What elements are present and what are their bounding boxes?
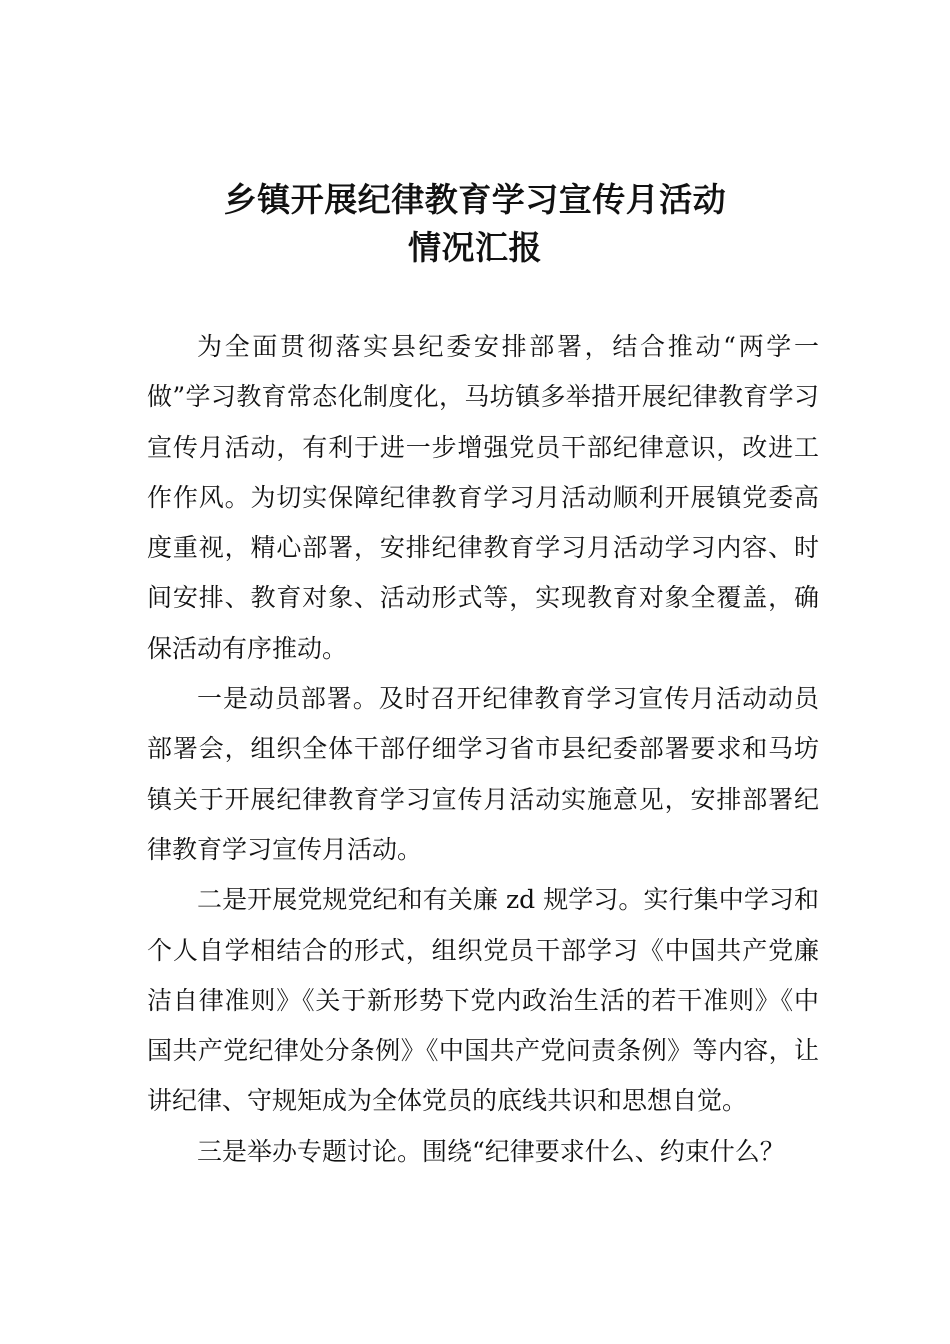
document-title-line-1: 乡镇开展纪律教育学习宣传月活动 xyxy=(223,180,727,219)
document-body xyxy=(147,322,819,1177)
paragraph-study: 二是开展党规党纪和有关廉 zd 规学习。实行集中学习和个人自学相结合的形式，组织党员干部学习《中国共产党廉洁自律准则》《关于新形势下党内政治生活的若干准则》《中国共产党纪律处分条例》《中国共产党问责条例》等内容，让讲纪律、守规矩成为全体党员的底线共识和思想自觉。 xyxy=(147,885,819,1116)
paragraph-intro: 为全面贯彻落实县纪委安排部署，结合推动“两学一做”学习教育常态化制度化，马坊镇多举措开展纪律教育学习宣传月活动，有利于进一步增强党员干部纪律意识，改进工作作风。为切实保障纪律教育学习月活动顺利开展镇党委高度重视，精心部署，安排纪律教育学习月活动学习内容、时间安排、教育对象、活动形式等，实现教育对象全覆盖，确保活动有序推动。 xyxy=(147,332,819,663)
paragraph-discussion: 三是举办专题讨论。围绕“纪律要求什么、约束什么？ xyxy=(197,1136,785,1166)
document-title-line-2: 情况汇报 xyxy=(408,228,542,267)
paragraph-mobilization: 一是动员部署。及时召开纪律教育学习宣传月活动动员部署会，组织全体干部仔细学习省市县纪委部署要求和马坊镇关于开展纪律教育学习宣传月活动实施意见，安排部署纪律教育学习宣传月活动。 xyxy=(147,684,819,864)
